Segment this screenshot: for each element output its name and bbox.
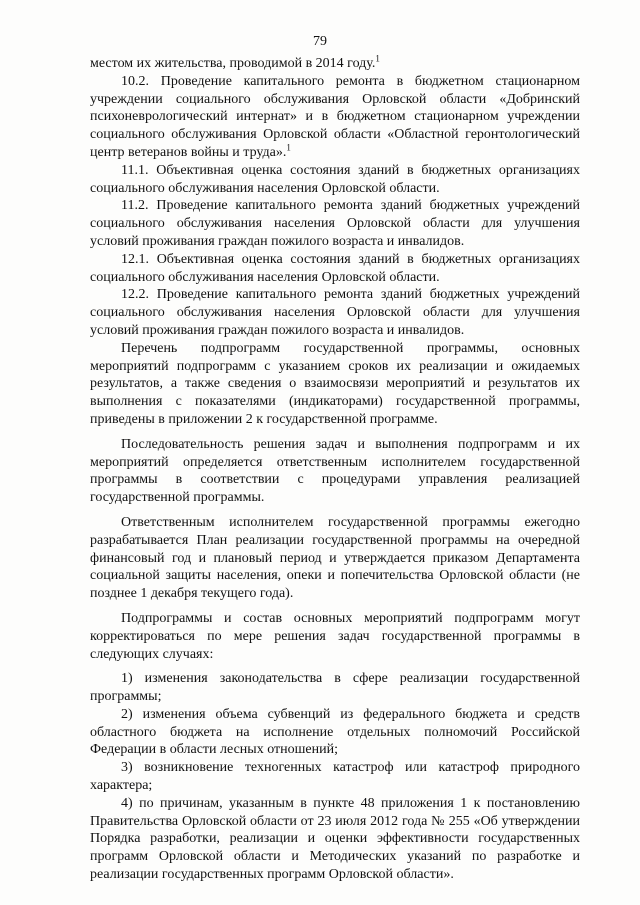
paragraph: Подпрограммы и состав основных мероприятий подпрограмм могут корректироваться по мере решения задач государственной программы в следующих случаях:: [90, 610, 580, 662]
paragraph: 1) изменения законодательства в сфере реализации государственной программы;: [90, 671, 580, 705]
paragraph: Последовательность решения задач и выполнения подпрограмм и их мероприятий определяется ответственным исполнителем государственной программы в соответствии с процедурами управления реализацией государственной программы.: [90, 436, 580, 506]
document-body: [90, 55, 580, 884]
paragraph: 11.1. Объективная оценка состояния зданий в бюджетных организациях социального обслуживания населения Орловской области.: [90, 162, 580, 196]
paragraph: 3) возникновение техногенных катастроф или катастроф природного характера;: [90, 760, 580, 794]
page-number: 79: [313, 34, 327, 49]
paragraph: 12.2. Проведение капитального ремонта зданий бюджетных учреждений социального обслуживания населения Орловской области для улучшения условий проживания граждан пожилого возраста и инвалидов.: [90, 287, 580, 338]
paragraph: 12.1. Объективная оценка состояния зданий в бюджетных организациях социального обслуживания населения Орловской области.: [90, 251, 580, 285]
paragraph: 10.2. Проведение капитального ремонта в бюджетном стационарном учреждении социального обслуживания Орловской области «Добринский психоневрологический интернат» и в бюджетном стационарном учреждении социального обслуживания Орловской области «Областной геронтологический центр ветеранов войны и труда».$^1$: [90, 73, 580, 160]
paragraph: местом их жительства, проводимой в 2014 году.$^1$: [90, 53, 380, 71]
paragraph: Ответственным исполнителем государственной программы ежегодно разрабатывается План реализации государственной программы на очередной финансовый год и плановый период и утверждается приказом Департамента социальной защиты населения, опеки и попечительства Орловской области (не позднее 1 декабря текущего года).: [90, 514, 580, 602]
paragraph: 2) изменения объема субвенций из федерального бюджета и средств областного бюджета на исполнение отдельных полномочий Российской Федерации в области лесных отношений;: [90, 706, 580, 758]
paragraph: 11.2. Проведение капитального ремонта зданий бюджетных учреждений социального обслуживания населения Орловской области для улучшения условий проживания граждан пожилого возраста и инвалидов.: [90, 198, 580, 249]
paragraph: Перечень подпрограмм государственной программы, основных мероприятий подпрограмм с указанием сроков их реализации и ожидаемых результатов, а также сведения о взаимосвязи мероприятий и результатов их выполнения с показателями (индикаторами) государственной программы, приведены в приложении 2 к государственной программе.: [90, 340, 580, 427]
paragraph: 4) по причинам, указанным в пункте 48 приложения 1 к постановлению Правительства Орловской области от 23 июля 2012 года № 255 «Об утверждении Порядка разработки, реализации и оценки эффективности государственных программ Орловской области и Методических указаний по разработке и реализации государственных программ Орловской области».: [90, 795, 580, 883]
